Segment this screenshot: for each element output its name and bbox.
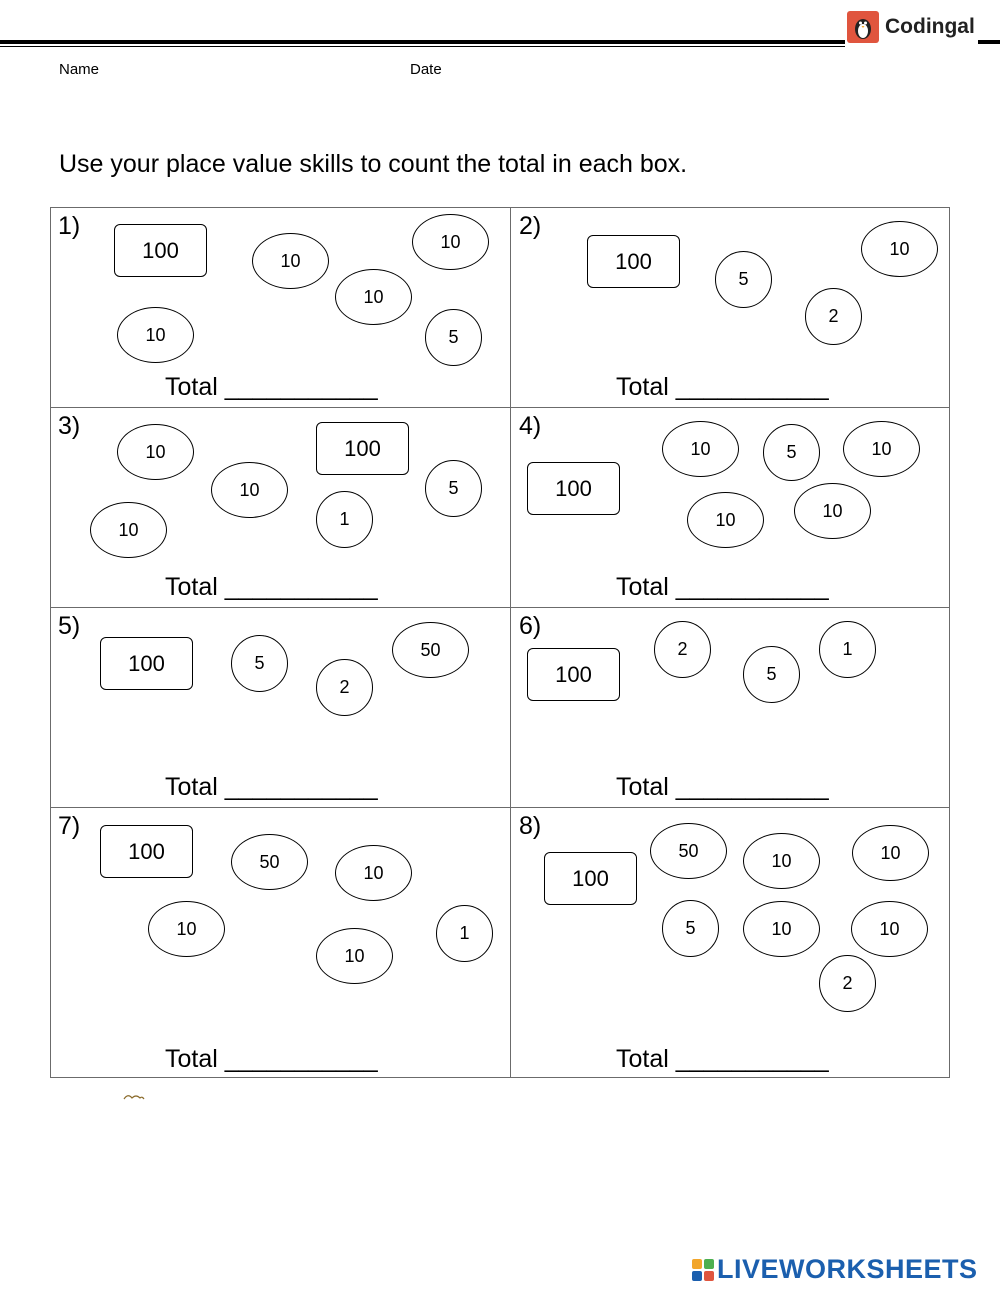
value-coin: 5 bbox=[231, 635, 288, 692]
value-coin: 1 bbox=[819, 621, 876, 678]
total-answer-blank[interactable]: Total ___________ bbox=[616, 573, 829, 601]
problem-number: 5) bbox=[58, 612, 81, 640]
value-block-hundred: 100 bbox=[544, 852, 637, 905]
header-rule-right bbox=[978, 40, 1000, 44]
header-rule-thin bbox=[0, 46, 845, 47]
value-block-hundred: 100 bbox=[527, 462, 620, 515]
value-coin: 10 bbox=[90, 502, 167, 558]
value-coin: 10 bbox=[335, 845, 412, 901]
value-coin: 10 bbox=[687, 492, 764, 548]
value-coin: 10 bbox=[117, 307, 194, 363]
value-coin: 10 bbox=[316, 928, 393, 984]
value-block-hundred: 100 bbox=[587, 235, 680, 288]
total-answer-blank[interactable]: Total ___________ bbox=[165, 573, 378, 601]
liveworksheets-brand: LIVEWORKSHEETS bbox=[717, 1254, 978, 1284]
value-block-hundred: 100 bbox=[100, 637, 193, 690]
value-coin: 10 bbox=[117, 424, 194, 480]
instruction-text: Use your place value skills to count the total in each box. bbox=[59, 150, 688, 178]
value-coin: 2 bbox=[316, 659, 373, 716]
value-coin: 2 bbox=[819, 955, 876, 1012]
value-coin: 5 bbox=[425, 309, 482, 366]
value-coin: 5 bbox=[763, 424, 820, 481]
brand-name: Codingal bbox=[885, 15, 975, 38]
grid-divider-row-2 bbox=[50, 607, 950, 608]
brand-logo bbox=[847, 11, 975, 43]
total-answer-blank[interactable]: Total ___________ bbox=[616, 773, 829, 801]
value-coin: 5 bbox=[425, 460, 482, 517]
grid-divider-row-3 bbox=[50, 807, 950, 808]
value-block-hundred: 100 bbox=[527, 648, 620, 701]
value-coin: 1 bbox=[436, 905, 493, 962]
value-block-hundred: 100 bbox=[316, 422, 409, 475]
total-answer-blank[interactable]: Total ___________ bbox=[165, 773, 378, 801]
problem-number: 8) bbox=[519, 812, 542, 840]
liveworksheets-logo bbox=[692, 1254, 978, 1285]
value-coin: 2 bbox=[805, 288, 862, 345]
value-coin: 10 bbox=[843, 421, 920, 477]
problem-number: 2) bbox=[519, 212, 542, 240]
value-coin: 10 bbox=[662, 421, 739, 477]
problem-number: 3) bbox=[58, 412, 81, 440]
total-answer-blank[interactable]: Total ___________ bbox=[616, 373, 829, 401]
value-coin: 10 bbox=[252, 233, 329, 289]
date-label: Date bbox=[410, 61, 442, 78]
value-block-hundred: 100 bbox=[114, 224, 207, 277]
problem-number: 7) bbox=[58, 812, 81, 840]
value-coin: 10 bbox=[148, 901, 225, 957]
value-coin: 10 bbox=[861, 221, 938, 277]
value-coin: 5 bbox=[662, 900, 719, 957]
value-coin: 10 bbox=[211, 462, 288, 518]
value-block-hundred: 100 bbox=[100, 825, 193, 878]
value-coin: 10 bbox=[412, 214, 489, 270]
liveworksheets-logo-icon bbox=[692, 1259, 714, 1281]
problem-number: 1) bbox=[58, 212, 81, 240]
value-coin: 10 bbox=[335, 269, 412, 325]
problem-number: 6) bbox=[519, 612, 542, 640]
doodle-icon bbox=[122, 1092, 146, 1100]
penguin-icon bbox=[847, 11, 879, 43]
total-answer-blank[interactable]: Total ___________ bbox=[165, 1045, 378, 1073]
total-answer-blank[interactable]: Total ___________ bbox=[616, 1045, 829, 1073]
value-coin: 50 bbox=[392, 622, 469, 678]
value-coin: 10 bbox=[743, 833, 820, 889]
value-coin: 50 bbox=[231, 834, 308, 890]
total-answer-blank[interactable]: Total ___________ bbox=[165, 373, 378, 401]
problem-number: 4) bbox=[519, 412, 542, 440]
grid-divider-vertical bbox=[510, 207, 511, 1078]
value-coin: 5 bbox=[715, 251, 772, 308]
value-coin: 1 bbox=[316, 491, 373, 548]
value-coin: 2 bbox=[654, 621, 711, 678]
value-coin: 10 bbox=[743, 901, 820, 957]
value-coin: 5 bbox=[743, 646, 800, 703]
value-coin: 10 bbox=[851, 901, 928, 957]
header-rule bbox=[0, 40, 845, 44]
grid-divider-row-1 bbox=[50, 407, 950, 408]
value-coin: 10 bbox=[794, 483, 871, 539]
name-label: Name bbox=[59, 61, 100, 78]
value-coin: 50 bbox=[650, 823, 727, 879]
value-coin: 10 bbox=[852, 825, 929, 881]
